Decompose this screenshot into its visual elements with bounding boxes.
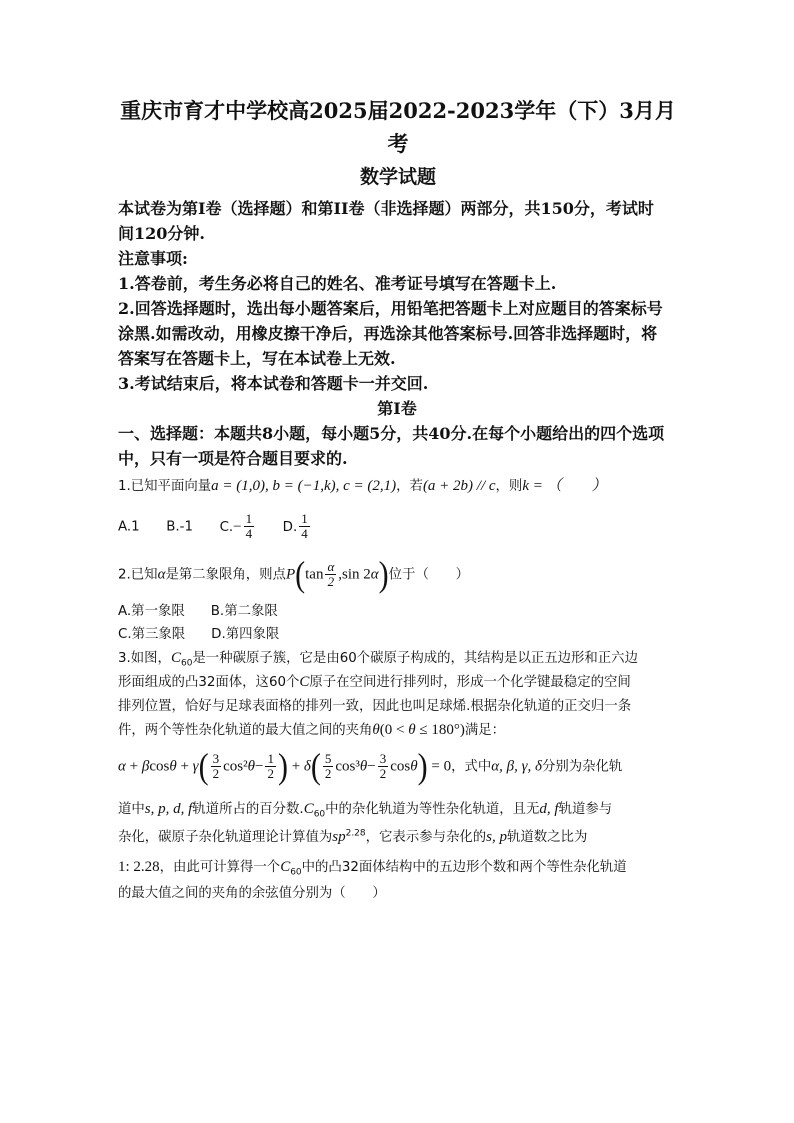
- note-2a: 2.回答选择题时，选出每小题答案后，用铅笔把答题卡上对应题目的答案标号: [118, 299, 663, 318]
- note-3: 3.考试结束后，将本试卷和答题卡一并交回.: [118, 374, 429, 393]
- q1-option-d-den: 4: [301, 526, 308, 541]
- q3-line8: 1: 2.28，由此可计算得一个$C_{60}$中的凸32面体结构中的五边形个数和两个等性杂化轨道: [118, 859, 627, 878]
- intro-line1: 本试卷为第I卷（选择题）和第II卷（非选择题）两部分，共150分，考试时: [118, 199, 654, 218]
- exam-title-line2: 考: [387, 131, 409, 156]
- q2-option-a: A.第一象限: [118, 604, 185, 619]
- q1-option-c-den: 4: [245, 526, 253, 541]
- q2-options-row2: [118, 623, 279, 642]
- q1-prefix: 1.已知平面向量: [118, 479, 212, 494]
- q1-option-d-num: 1: [301, 511, 308, 526]
- section-title: 第I卷: [377, 399, 417, 418]
- q2-option-c: C.第三象限: [118, 627, 186, 642]
- part1-line2: 中，只有一项是符合题目要求的.: [118, 449, 348, 468]
- q1-ask: k = （ ）: [522, 478, 607, 494]
- q2-middle: 是第二象限角，则点: [165, 567, 286, 583]
- question-1: [118, 474, 607, 495]
- q1-option-d: D. $\frac{1}{4}$: [282, 511, 308, 541]
- note-1: 1.答卷前，考生务必将自己的姓名、准考证号填写在答题卡上.: [118, 274, 557, 293]
- q1-option-a: A.1: [118, 519, 140, 535]
- q1-suffix: ，则: [495, 479, 523, 494]
- q3-formula-line: α + βcosθ + γ( $\frac{3}{2}$ cos²θ− $\frac{1}{2}$ ) + δ( $\frac{5}{2}$ cos³θ− $\frac{3}{2}$ cosθ) = 0，式中α, β, γ, δ分别为杂化轨: [118, 746, 623, 786]
- q1-option-c: C.− $\frac{1}{4}$: [219, 511, 253, 541]
- q3-line4: 件，两个等性杂化轨道的最大值之间的夹角θ(0 < θ ≤ 180°)满足：: [118, 722, 506, 738]
- q1-vectors: a = (1,0), b = (−1,k), c = (2,1): [211, 478, 397, 494]
- intro-line2: 间120分钟.: [118, 224, 205, 243]
- q2-options-row1: [118, 600, 278, 619]
- q3-line7: 杂化，碳原子杂化轨道理论计算值为$sp^{2.28}$，它表示参与杂化的s, p轨道数之比为: [118, 828, 588, 845]
- notes-heading: 注意事项:: [118, 249, 188, 268]
- q3-line2: 形面组成的凸32面体，这60个C原子在空间进行排列时，形成一个化学键最稳定的空间: [118, 674, 631, 690]
- q3-line1: 3.如图，$C_{60}$是一种碳原子簇，它是由60个碳原子构成的，其结构是以正五边形和正六边: [118, 650, 638, 669]
- note-2c: 答案写在答题卡上，写在本试卷上无效.: [118, 349, 396, 368]
- question-2: 2.已知α是第二象限角，则点P(tan $\frac{\alpha}{2}$ ,sin 2α)位于（ ）: [118, 554, 470, 594]
- q2-suffix: 位于（ ）: [388, 567, 470, 583]
- q2-option-d: D.第四象限: [211, 627, 280, 642]
- q3-line6: 道中s, p, d, f轨道所占的百分数$.C_{60}$中的杂化轨道为等性杂化轨道，且无d, f轨道参与: [118, 801, 613, 820]
- q1-option-b: B.-1: [166, 519, 194, 535]
- q1-option-c-num: 1: [245, 511, 253, 526]
- q1-options: [118, 512, 312, 541]
- note-2b: 涂黑.如需改动，用橡皮擦干净后，再选涂其他答案标号.回答非选择题时，将: [118, 324, 658, 343]
- q1-condition: (a + 2b) // c: [422, 478, 496, 494]
- part1-line1: 一、选择题：本题共8小题，每小题5分，共40分.在每个小题给出的四个选项: [118, 424, 665, 443]
- q3-line9: 的最大值之间的夹角的余弦值分别为（ ）: [118, 886, 386, 901]
- q2-option-b: B.第二象限: [210, 604, 278, 619]
- exam-title-line1: 重庆市育才中学校高2025届2022-2023学年（下）3月月: [120, 98, 676, 123]
- q3-line3: 排列位置，恰好与足球表面格的排列一致，因此也叫足球烯.根据杂化轨道的正交归一条: [118, 699, 632, 714]
- q2-prefix: 2.已知: [118, 567, 158, 583]
- q1-cond-prefix: ，若: [396, 479, 423, 494]
- exam-subtitle: 数学试题: [359, 166, 436, 188]
